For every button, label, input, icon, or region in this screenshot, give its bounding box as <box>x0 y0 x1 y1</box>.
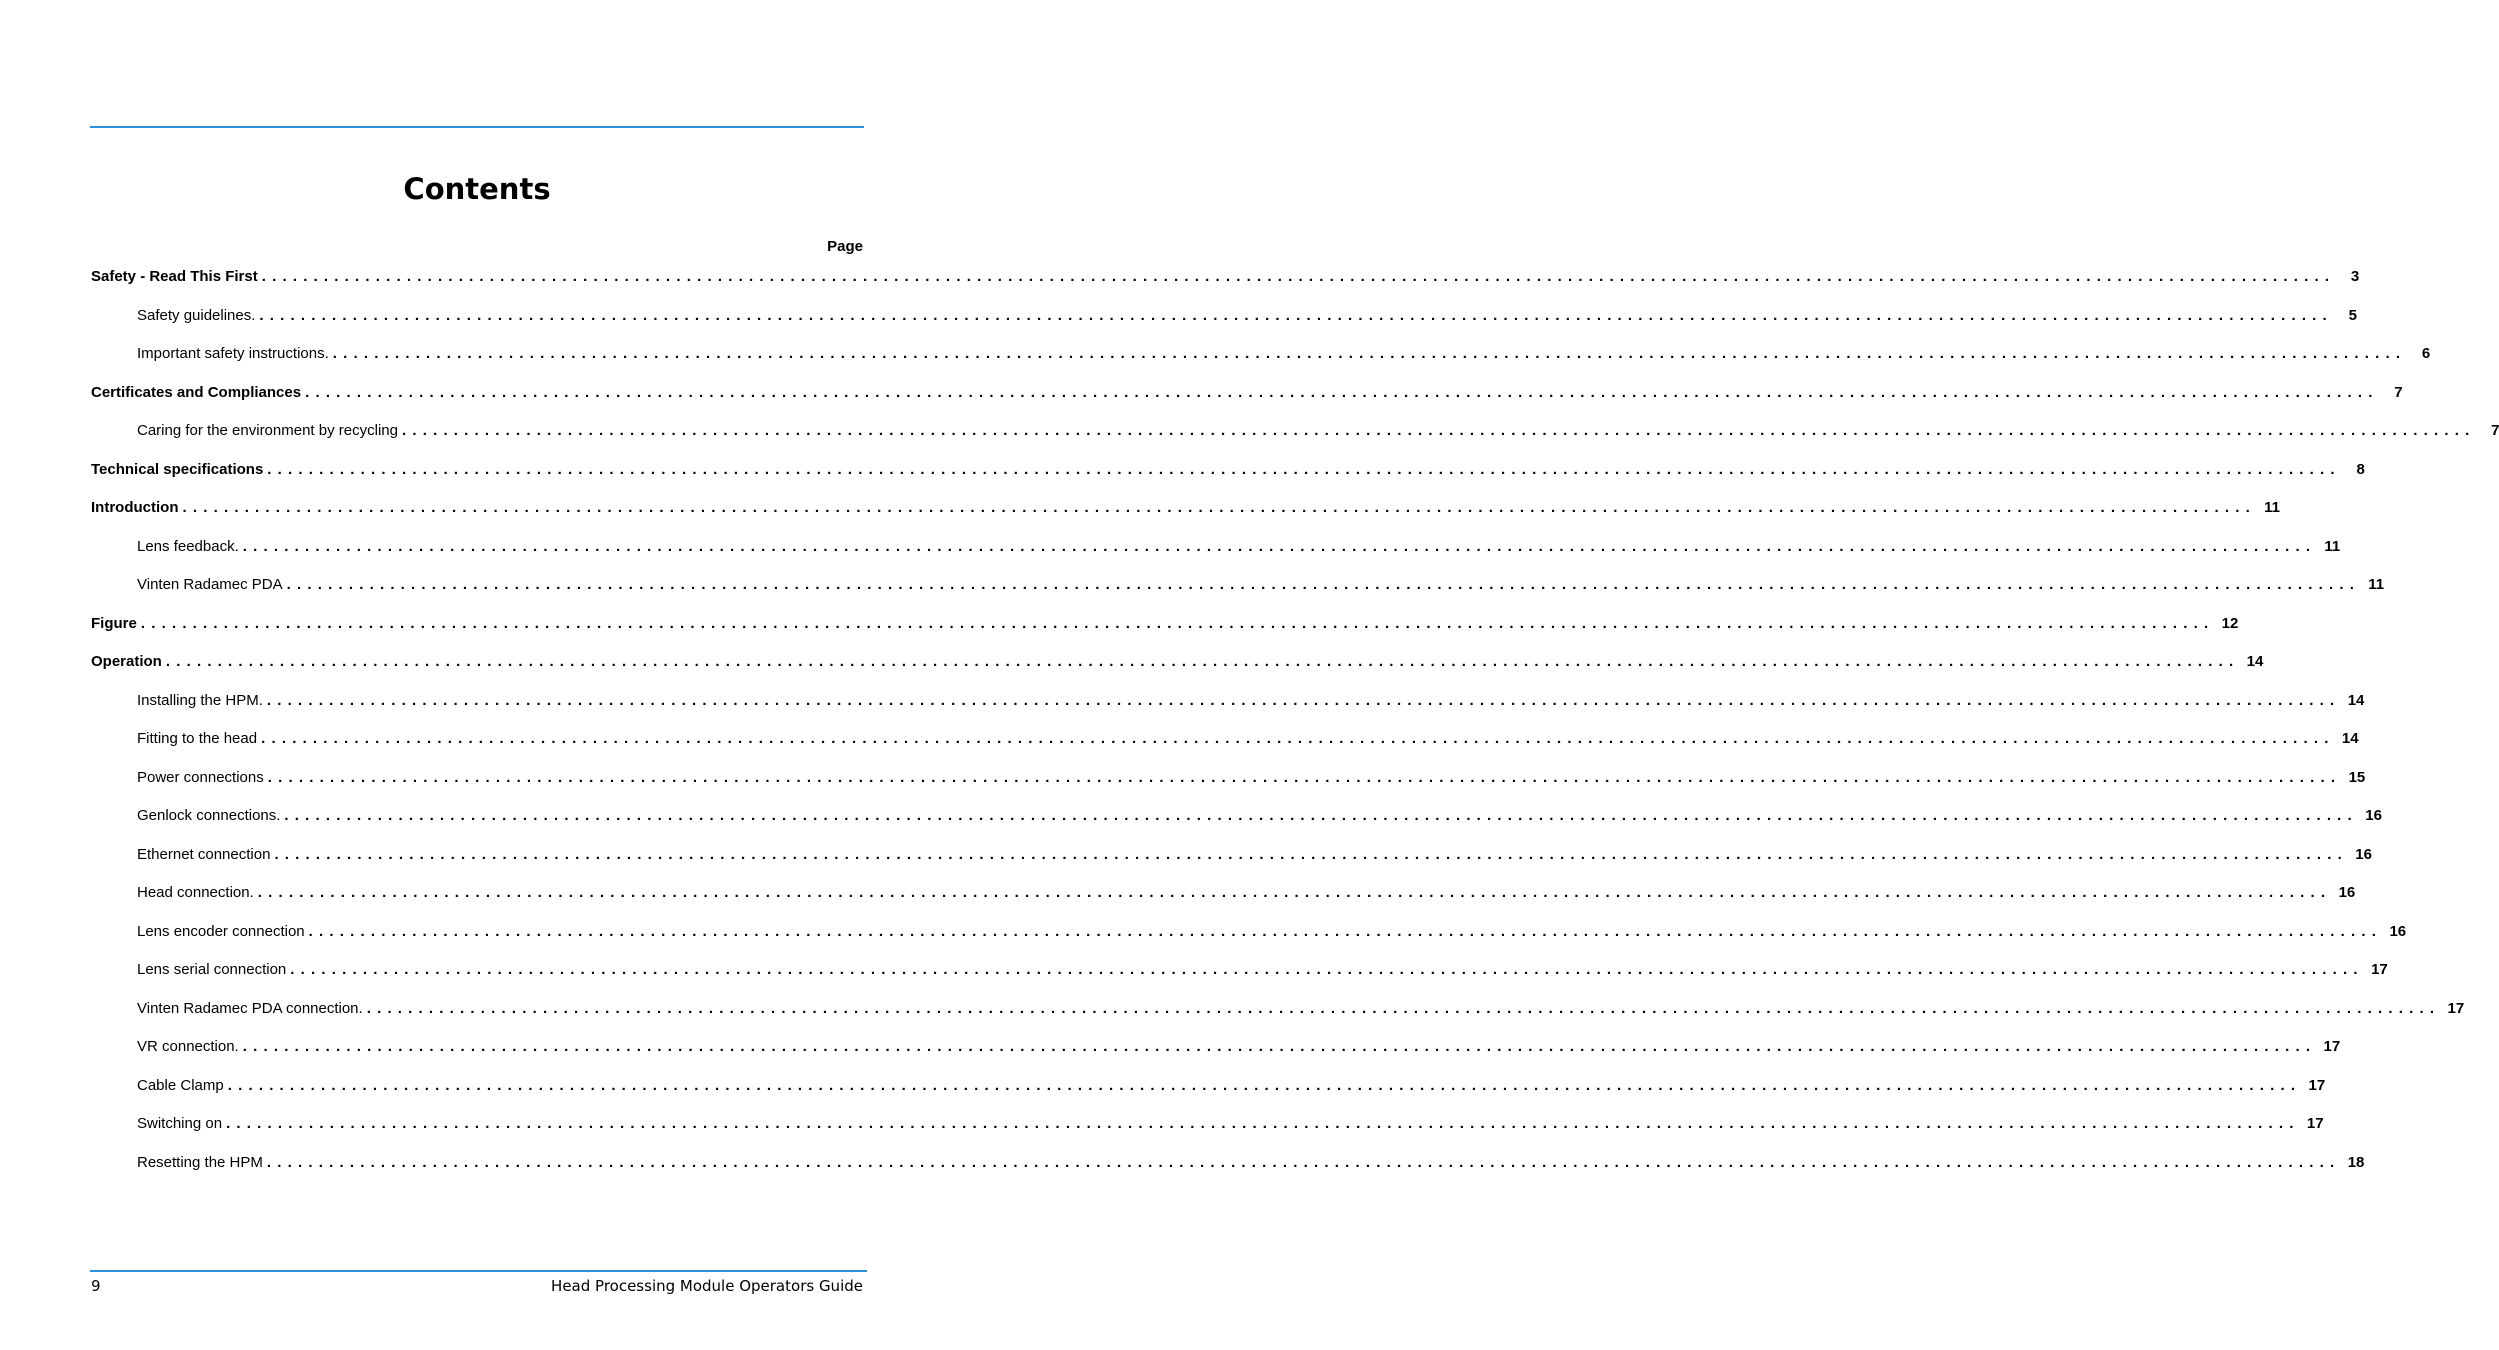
toc-entry-page[interactable]: 6 <box>2421 345 2431 362</box>
toc-entry-page[interactable]: 17 <box>2323 1038 2341 1055</box>
toc-entry-label[interactable]: Technical specifications <box>91 460 264 478</box>
toc-entry-label[interactable]: Switching on <box>137 1115 223 1132</box>
toc-entry-label[interactable]: Figure <box>91 614 137 632</box>
toc-dot-leader: ........................................................................................................................................................................................................ <box>259 306 2333 324</box>
toc-entry[interactable] <box>137 306 2357 326</box>
toc-entry-page[interactable]: 11 <box>2264 499 2280 516</box>
toc-entry[interactable] <box>137 768 2366 788</box>
toc-entry[interactable] <box>91 498 2280 518</box>
toc-dot-leader: ........................................................................................................................................................................................................ <box>242 1038 2317 1055</box>
toc-dot-leader: ........................................................................................................................................................................................................ <box>242 537 2317 555</box>
toc-dot-leader: ........................................................................................................................................................................................................ <box>261 268 2336 285</box>
toc-entry-label[interactable]: Lens encoder connection <box>137 922 305 940</box>
toc-dot-leader: ........................................................................................................................................................................................................ <box>266 1153 2341 1171</box>
toc-entry-page[interactable]: 15 <box>2348 768 2366 786</box>
toc-entry[interactable] <box>91 652 2264 672</box>
toc-entry[interactable] <box>137 421 2499 441</box>
toc-entry[interactable] <box>137 344 2431 364</box>
toc-dot-leader: ........................................................................................................................................................................................................ <box>274 845 2348 863</box>
toc-entry-page[interactable]: 8 <box>2356 460 2365 478</box>
toc-entry-page[interactable]: 16 <box>2389 922 2407 940</box>
toc-entry-label[interactable]: Genlock connections. <box>137 807 281 824</box>
toc-entry-label[interactable]: Safety - Read This First <box>91 268 258 285</box>
toc-entry-label[interactable]: Caring for the environment by recycling <box>137 422 398 439</box>
toc-entry-label[interactable]: Introduction <box>91 499 179 516</box>
toc-dot-leader: ........................................................................................................................................................................................................ <box>261 730 2335 747</box>
toc-dot-leader: ........................................................................................................................................................................................................ <box>227 1076 2302 1094</box>
toc-entry-label[interactable]: Vinten Radamec PDA connection. <box>137 999 363 1017</box>
toc-entry-label[interactable]: Lens feedback. <box>137 537 239 555</box>
toc-entry-page[interactable]: 18 <box>2347 1153 2365 1171</box>
toc-entry-page[interactable]: 14 <box>2341 730 2359 747</box>
toc-dot-leader: ........................................................................................................................................................................................................ <box>332 345 2407 362</box>
toc-dot-leader: ........................................................................................................................................................................................................ <box>267 460 2341 478</box>
toc-entry-label[interactable]: Vinten Radamec PDA <box>137 576 283 593</box>
toc-entry-label[interactable]: Installing the HPM. <box>137 691 263 709</box>
toc-entry[interactable] <box>137 1037 2341 1057</box>
footer-page-number: 9 <box>91 1277 101 1295</box>
toc-entry[interactable] <box>137 729 2359 749</box>
toc-dot-leader: ........................................................................................................................................................................................................ <box>401 422 2476 439</box>
toc-entry-page[interactable]: 17 <box>2308 1076 2326 1094</box>
toc-entry-label[interactable]: Safety guidelines. <box>137 306 256 324</box>
toc-entry[interactable] <box>137 1114 2324 1134</box>
toc-entry[interactable] <box>137 1153 2365 1173</box>
toc-entry-page[interactable]: 14 <box>2246 653 2264 670</box>
toc-entry[interactable] <box>137 999 2465 1019</box>
toc-dot-leader: ........................................................................................................................................................................................................ <box>308 922 2383 940</box>
toc-entry-page[interactable]: 16 <box>2338 884 2356 901</box>
toc-entry[interactable] <box>137 1076 2326 1096</box>
toc-dot-leader: ........................................................................................................................................................................................................ <box>286 576 2361 593</box>
toc-entry-label[interactable]: VR connection. <box>137 1038 239 1055</box>
toc-entry[interactable] <box>91 460 2365 480</box>
toc-entry-label[interactable]: Operation <box>91 653 162 670</box>
toc-dot-leader: ........................................................................................................................................................................................................ <box>226 1115 2300 1132</box>
toc-entry-page[interactable]: 11 <box>2324 537 2341 555</box>
toc-entry[interactable] <box>137 537 2341 557</box>
footer-document-title: Head Processing Module Operators Guide <box>551 1277 863 1295</box>
toc-dot-leader: ........................................................................................................................................................................................................ <box>257 884 2332 901</box>
toc-dot-leader: ........................................................................................................................................................................................................ <box>140 614 2215 632</box>
toc-entry-page[interactable]: 3 <box>2350 268 2360 285</box>
toc-entry-page[interactable]: 17 <box>2306 1115 2324 1132</box>
toc-dot-leader: ........................................................................................................................................................................................................ <box>182 499 2256 516</box>
toc-entry-page[interactable]: 12 <box>2221 614 2239 632</box>
toc-entry[interactable] <box>137 883 2356 903</box>
toc-entry-page[interactable]: 11 <box>2368 576 2385 593</box>
toc-entry[interactable] <box>91 383 2403 403</box>
toc-entry-page[interactable]: 7 <box>2491 422 2499 439</box>
toc-entry-page[interactable]: 16 <box>2355 845 2372 863</box>
toc-entry[interactable] <box>137 806 2382 826</box>
toc-entry-label[interactable]: Resetting the HPM <box>137 1153 263 1171</box>
toc-entry[interactable] <box>137 575 2385 595</box>
toc-entry-page[interactable]: 14 <box>2347 691 2365 709</box>
toc-entry-page[interactable]: 17 <box>2371 961 2388 978</box>
toc-entry-label[interactable]: Certificates and Compliances <box>91 383 302 401</box>
toc-entry[interactable] <box>91 267 2360 287</box>
toc-entry-page[interactable]: 17 <box>2447 999 2465 1017</box>
toc-entry[interactable] <box>91 614 2239 634</box>
toc-entry[interactable] <box>137 960 2388 980</box>
toc-entry-page[interactable]: 16 <box>2365 807 2382 824</box>
toc-dot-leader: ........................................................................................................................................................................................................ <box>284 807 2358 824</box>
toc-dot-leader: ........................................................................................................................................................................................................ <box>266 691 2341 709</box>
toc-entry-label[interactable]: Cable Clamp <box>137 1076 224 1094</box>
toc-dot-leader: ........................................................................................................................................................................................................ <box>267 768 2342 786</box>
page-title: Contents <box>403 172 551 206</box>
toc-dot-leader: ........................................................................................................................................................................................................ <box>305 383 2379 401</box>
toc-entry[interactable] <box>137 922 2407 942</box>
toc-entry-label[interactable]: Lens serial connection <box>137 961 287 978</box>
toc-entry-label[interactable]: Fitting to the head <box>137 730 258 747</box>
footer-rule <box>90 1270 867 1272</box>
page-column-header: Page <box>827 238 863 255</box>
toc-entry-page[interactable]: 7 <box>2394 383 2403 401</box>
toc-dot-leader: ........................................................................................................................................................................................................ <box>165 653 2240 670</box>
toc-dot-leader: ........................................................................................................................................................................................................ <box>366 999 2441 1017</box>
toc-dot-leader: ........................................................................................................................................................................................................ <box>290 961 2364 978</box>
toc-entry[interactable] <box>137 845 2372 865</box>
toc-entry-label[interactable]: Head connection. <box>137 884 254 901</box>
toc-entry-label[interactable]: Ethernet connection <box>137 845 271 863</box>
toc-entry-page[interactable]: 5 <box>2348 306 2357 324</box>
toc-entry-label[interactable]: Power connections <box>137 768 264 786</box>
toc-entry-label[interactable]: Important safety instructions. <box>137 345 329 362</box>
toc-entry[interactable] <box>137 691 2365 711</box>
